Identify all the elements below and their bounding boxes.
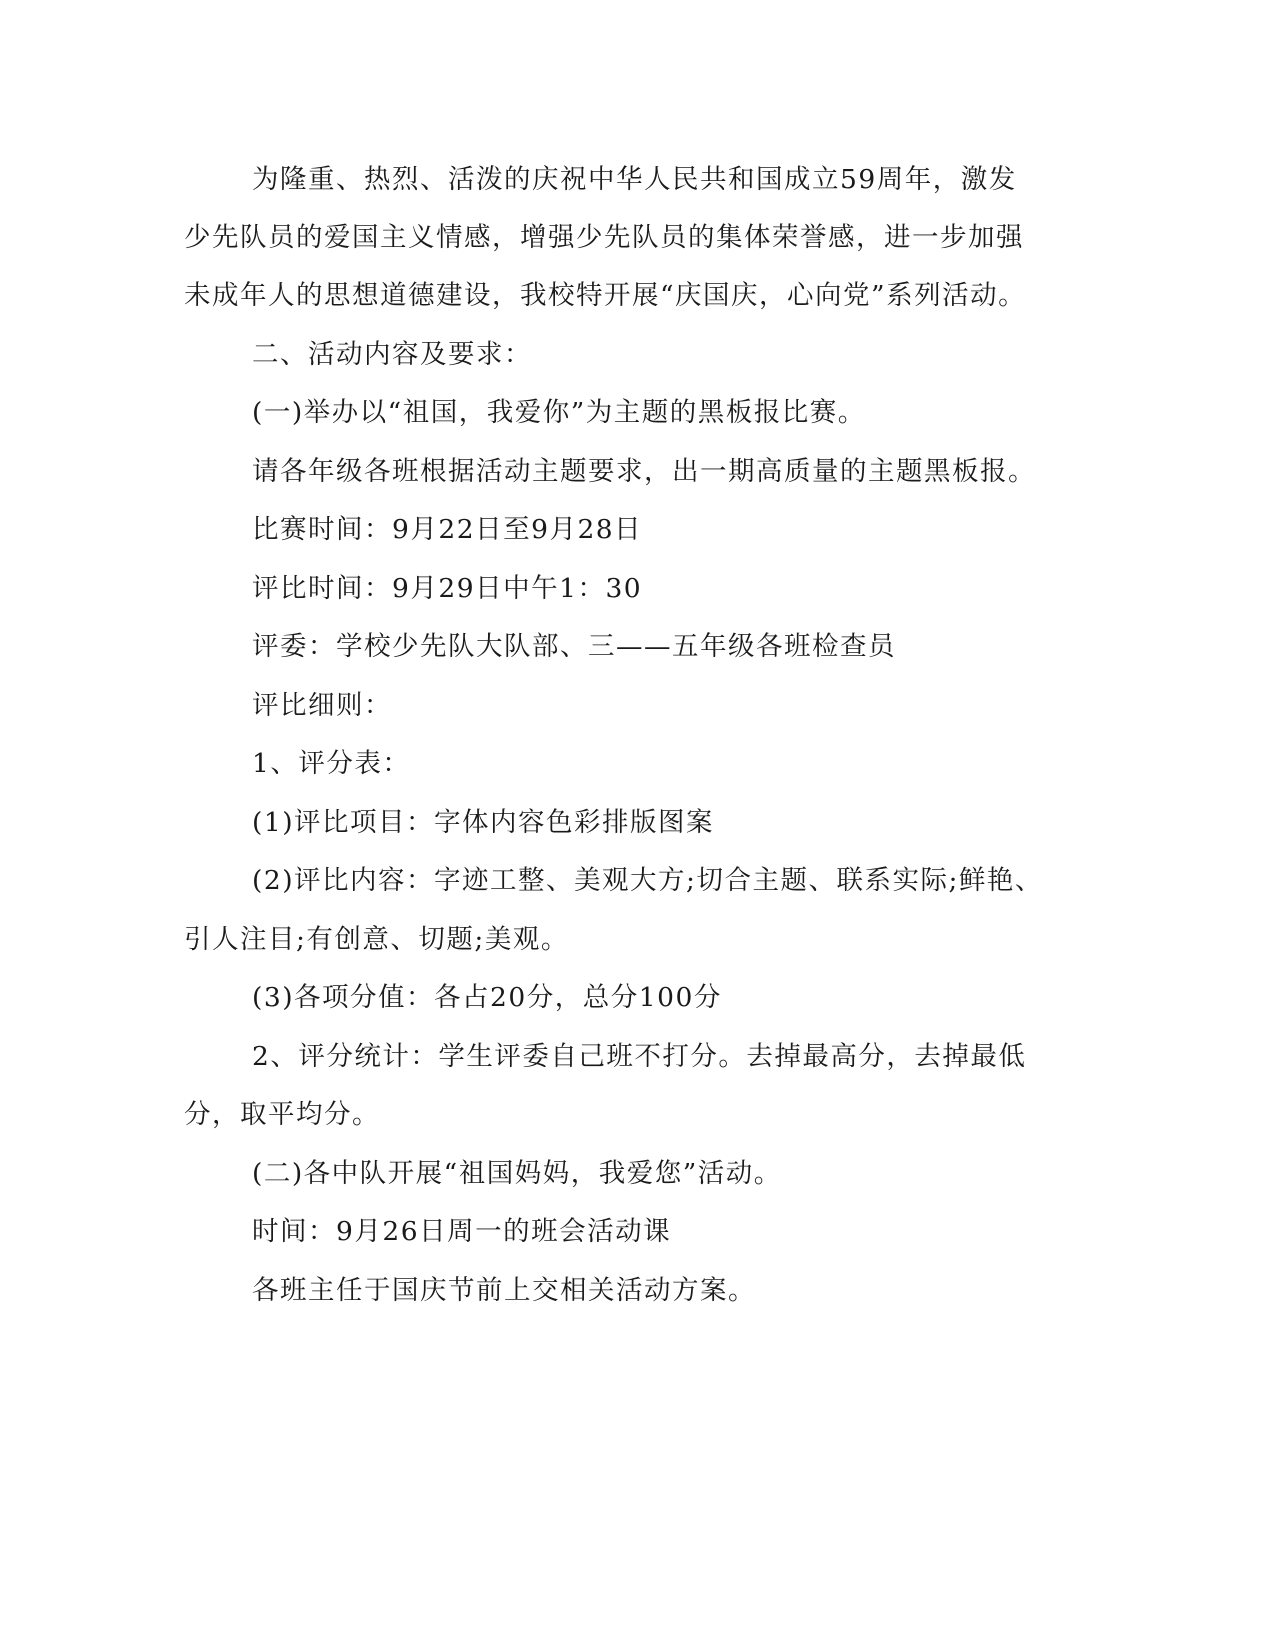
judges: 评委：学校少先队大队部、三——五年级各班检查员 <box>252 631 896 662</box>
item-squadron-activity: (二)各中队开展“祖国妈妈，我爱您”活动。 <box>252 1158 782 1189</box>
score-statistics-line-2: 分，取平均分。 <box>184 1099 380 1130</box>
contest-time: 比赛时间：9月22日至9月28日 <box>252 514 643 545</box>
score-items: (1)评比项目：字体内容色彩排版图案 <box>252 807 715 838</box>
score-content-line-2: 引人注目;有创意、切题;美观。 <box>184 924 569 955</box>
score-values: (3)各项分值：各占20分，总分100分 <box>252 982 722 1013</box>
submission-note: 各班主任于国庆节前上交相关活动方案。 <box>252 1275 756 1306</box>
score-content-line-1: (2)评比内容：字迹工整、美观大方;切合主题、联系实际;鲜艳、 <box>252 865 1043 896</box>
score-sheet-heading: 1、评分表： <box>252 748 411 779</box>
score-statistics-line-1: 2、评分统计：学生评委自己班不打分。去掉最高分，去掉最低 <box>252 1041 1027 1072</box>
squadron-activity-time: 时间：9月26日周一的班会活动课 <box>252 1216 672 1247</box>
judging-rules-heading: 评比细则： <box>252 690 392 721</box>
item-blackboard-contest: (一)举办以“祖国，我爱你”为主题的黑板报比赛。 <box>252 397 866 428</box>
judging-time: 评比时间：9月29日中午1：30 <box>252 573 643 604</box>
section-heading-activity-content: 二、活动内容及要求： <box>252 339 532 370</box>
paragraph-intro-line-1: 为隆重、热烈、活泼的庆祝中华人民共和国成立59周年，激发 <box>252 164 1017 195</box>
paragraph-intro-line-3: 未成年人的思想道德建设，我校特开展“庆国庆，心向党”系列活动。 <box>184 280 1027 311</box>
blackboard-instruction: 请各年级各班根据活动主题要求，出一期高质量的主题黑板报。 <box>252 456 1036 487</box>
paragraph-intro-line-2: 少先队员的爱国主义情感，增强少先队员的集体荣誉感，进一步加强 <box>184 222 1024 253</box>
